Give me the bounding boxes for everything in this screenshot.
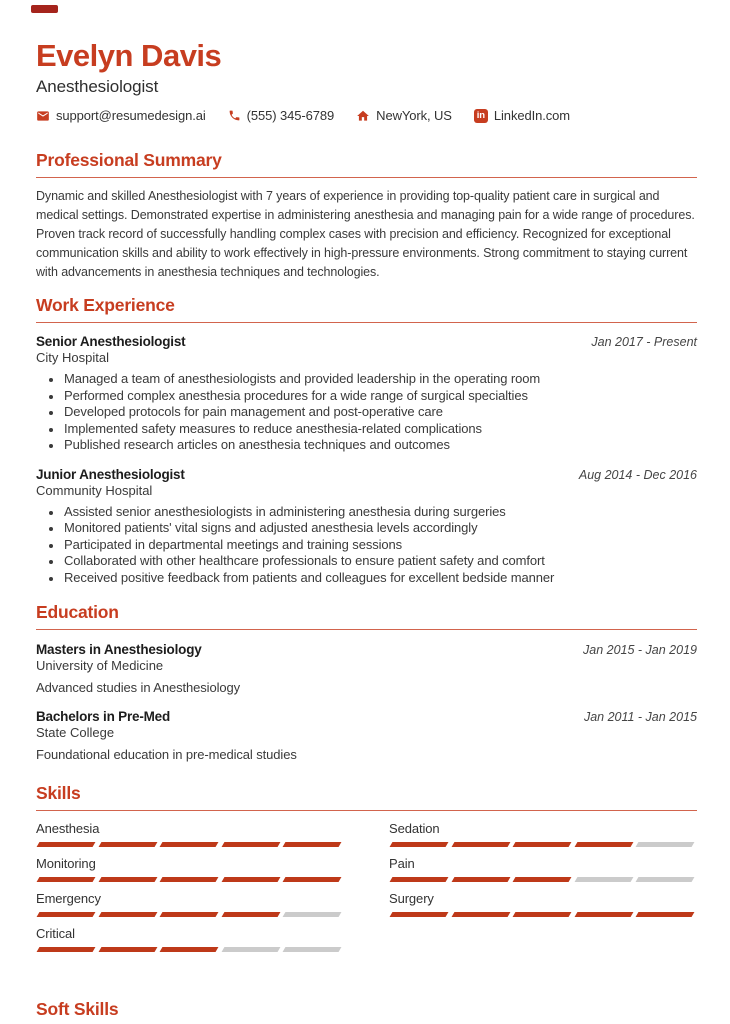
skill-item	[36, 926, 342, 952]
education-entry-header	[36, 708, 697, 725]
section-heading: Education	[36, 602, 697, 630]
skill-item	[36, 856, 342, 882]
job-bullet: Implemented safety measures to reduce anesthesia-related complications	[36, 421, 697, 438]
education-degree: Bachelors in Pre-Med	[36, 709, 171, 724]
section-soft-skills	[36, 999, 697, 1024]
section-professional-summary	[36, 150, 697, 282]
contact-location-label: NewYork, US	[376, 108, 452, 123]
job-entry-header	[36, 466, 697, 483]
summary-paragraph: Dynamic and skilled Anesthesiologist with 7 years of experience in providing top-quality patient care in surgical and medical settings. Demonstrated expertise in administering anesthesia and managing pain for a wide range of procedures. Proven track record of successfully handling complex cases with precision and efficiency. Recognized for exceptional communication skills and ability to work effectively in high-pressure environments. Strong commitment to staying current with advancements in anesthesia techniques and technologies.	[36, 189, 695, 279]
skill-segment-empty	[574, 877, 632, 882]
section-heading: Professional Summary	[36, 150, 697, 178]
skill-segment-filled	[98, 912, 156, 917]
skill-segment-filled	[636, 912, 694, 917]
skill-segment-filled	[513, 842, 571, 847]
education-entry	[36, 641, 697, 696]
skill-segment-filled	[513, 912, 571, 917]
skill-item	[36, 891, 342, 917]
job-dates: Jan 2017 - Present	[591, 335, 697, 349]
job-entry-header	[36, 333, 697, 350]
skill-segment-filled	[221, 877, 279, 882]
job-bullet: Assisted senior anesthesiologists in administering anesthesia during surgeries	[36, 504, 697, 521]
skill-label: Pain	[389, 856, 415, 871]
skills-grid	[36, 821, 697, 961]
skill-segment-filled	[390, 877, 448, 882]
section-education	[36, 602, 697, 763]
job-bullet-list	[36, 504, 697, 587]
envelope-icon	[36, 109, 50, 123]
candidate-job-title: Anesthesiologist	[36, 77, 159, 96]
contact-row	[36, 108, 697, 123]
skill-segment-filled	[283, 842, 341, 847]
skill-segment-filled	[37, 912, 95, 917]
section-skills	[36, 783, 697, 961]
job-company: City Hospital	[36, 350, 109, 365]
candidate-name: Evelyn Davis	[36, 38, 222, 73]
skill-segment-filled	[513, 877, 571, 882]
section-heading: Skills	[36, 783, 697, 811]
education-dates: Jan 2015 - Jan 2019	[583, 643, 697, 657]
phone-icon	[228, 109, 241, 122]
contact-email[interactable]	[36, 108, 206, 123]
skill-level-bar	[389, 877, 695, 882]
skill-segment-filled	[574, 842, 632, 847]
skill-label: Surgery	[389, 891, 434, 906]
education-entry	[36, 708, 697, 763]
job-bullet: Developed protocols for pain management and post-operative care	[36, 404, 697, 421]
skill-label: Monitoring	[36, 856, 96, 871]
skill-segment-empty	[283, 947, 341, 952]
contact-location[interactable]	[356, 108, 452, 123]
skill-label: Critical	[36, 926, 75, 941]
skill-level-bar	[36, 947, 342, 952]
job-title: Senior Anesthesiologist	[36, 334, 186, 349]
skill-segment-filled	[37, 947, 95, 952]
contact-email-label: support@resumedesign.ai	[56, 108, 206, 123]
education-entry-header	[36, 641, 697, 658]
section-heading: Work Experience	[36, 295, 697, 323]
skill-segment-filled	[160, 912, 218, 917]
job-bullet: Performed complex anesthesia procedures for a wide range of surgical specialties	[36, 388, 697, 405]
skill-level-bar	[36, 842, 342, 847]
skill-level-bar	[389, 842, 695, 847]
skill-segment-filled	[574, 912, 632, 917]
skill-level-bar	[36, 912, 342, 917]
home-icon	[356, 109, 370, 123]
job-bullet: Monitored patients' vital signs and adjusted anesthesia levels accordingly	[36, 520, 697, 537]
skill-segment-empty	[221, 947, 279, 952]
skills-column-right	[389, 821, 695, 961]
skill-segment-filled	[37, 877, 95, 882]
skill-level-bar	[36, 877, 342, 882]
job-entry	[36, 466, 697, 587]
corner-mark	[31, 5, 58, 13]
section-work-experience	[36, 295, 697, 586]
skill-segment-filled	[221, 842, 279, 847]
education-dates: Jan 2011 - Jan 2015	[583, 710, 697, 724]
skill-level-bar	[389, 912, 695, 917]
job-bullet: Managed a team of anesthesiologists and provided leadership in the operating room	[36, 371, 697, 388]
education-degree: Masters in Anesthesiology	[36, 642, 202, 657]
skill-segment-filled	[451, 877, 509, 882]
skill-segment-empty	[636, 877, 694, 882]
contact-phone[interactable]	[228, 108, 335, 123]
education-school: State College	[36, 725, 115, 740]
job-dates: Aug 2014 - Dec 2016	[578, 467, 697, 482]
skill-item	[389, 821, 695, 847]
skill-label: Sedation	[389, 821, 440, 836]
skill-segment-filled	[98, 842, 156, 847]
skill-item	[389, 891, 695, 917]
skill-item	[36, 821, 342, 847]
skills-column-left	[36, 821, 342, 961]
linkedin-icon: in	[474, 109, 488, 123]
contact-linkedin-label: LinkedIn.com	[493, 108, 571, 123]
skill-segment-filled	[451, 912, 509, 917]
job-title: Junior Anesthesiologist	[36, 466, 185, 482]
job-entry	[36, 333, 697, 454]
job-bullet: Participated in departmental meetings and training sessions	[36, 537, 697, 554]
contact-phone-label: (555) 345-6789	[246, 108, 335, 123]
skill-segment-filled	[390, 842, 448, 847]
skill-segment-filled	[160, 877, 218, 882]
job-bullet: Published research articles on anesthesia techniques and outcomes	[36, 437, 697, 454]
resume-header	[36, 38, 697, 123]
job-bullet: Received positive feedback from patients and colleagues for excellent bedside manner	[36, 570, 697, 587]
section-heading: Soft Skills	[36, 999, 697, 1024]
contact-linkedin[interactable]	[474, 108, 570, 123]
skill-segment-empty	[636, 842, 694, 847]
education-description: Advanced studies in Anesthesiology	[36, 680, 241, 695]
skill-segment-filled	[221, 912, 279, 917]
job-company: Community Hospital	[36, 482, 153, 498]
skill-segment-filled	[390, 912, 448, 917]
skill-segment-filled	[160, 842, 218, 847]
skill-segment-filled	[37, 842, 95, 847]
skill-segment-filled	[98, 947, 156, 952]
skill-segment-filled	[451, 842, 509, 847]
skill-item	[389, 856, 695, 882]
skill-label: Anesthesia	[36, 821, 100, 836]
skill-segment-filled	[98, 877, 156, 882]
skill-segment-filled	[283, 877, 341, 882]
skill-segment-empty	[283, 912, 341, 917]
job-bullet-list	[36, 371, 697, 454]
skill-segment-filled	[160, 947, 218, 952]
skill-label: Emergency	[36, 891, 101, 906]
job-bullet: Collaborated with other healthcare professionals to ensure patient safety and comfort	[36, 553, 697, 570]
education-description: Foundational education in pre-medical studies	[36, 747, 297, 762]
education-school: University of Medicine	[36, 658, 164, 673]
